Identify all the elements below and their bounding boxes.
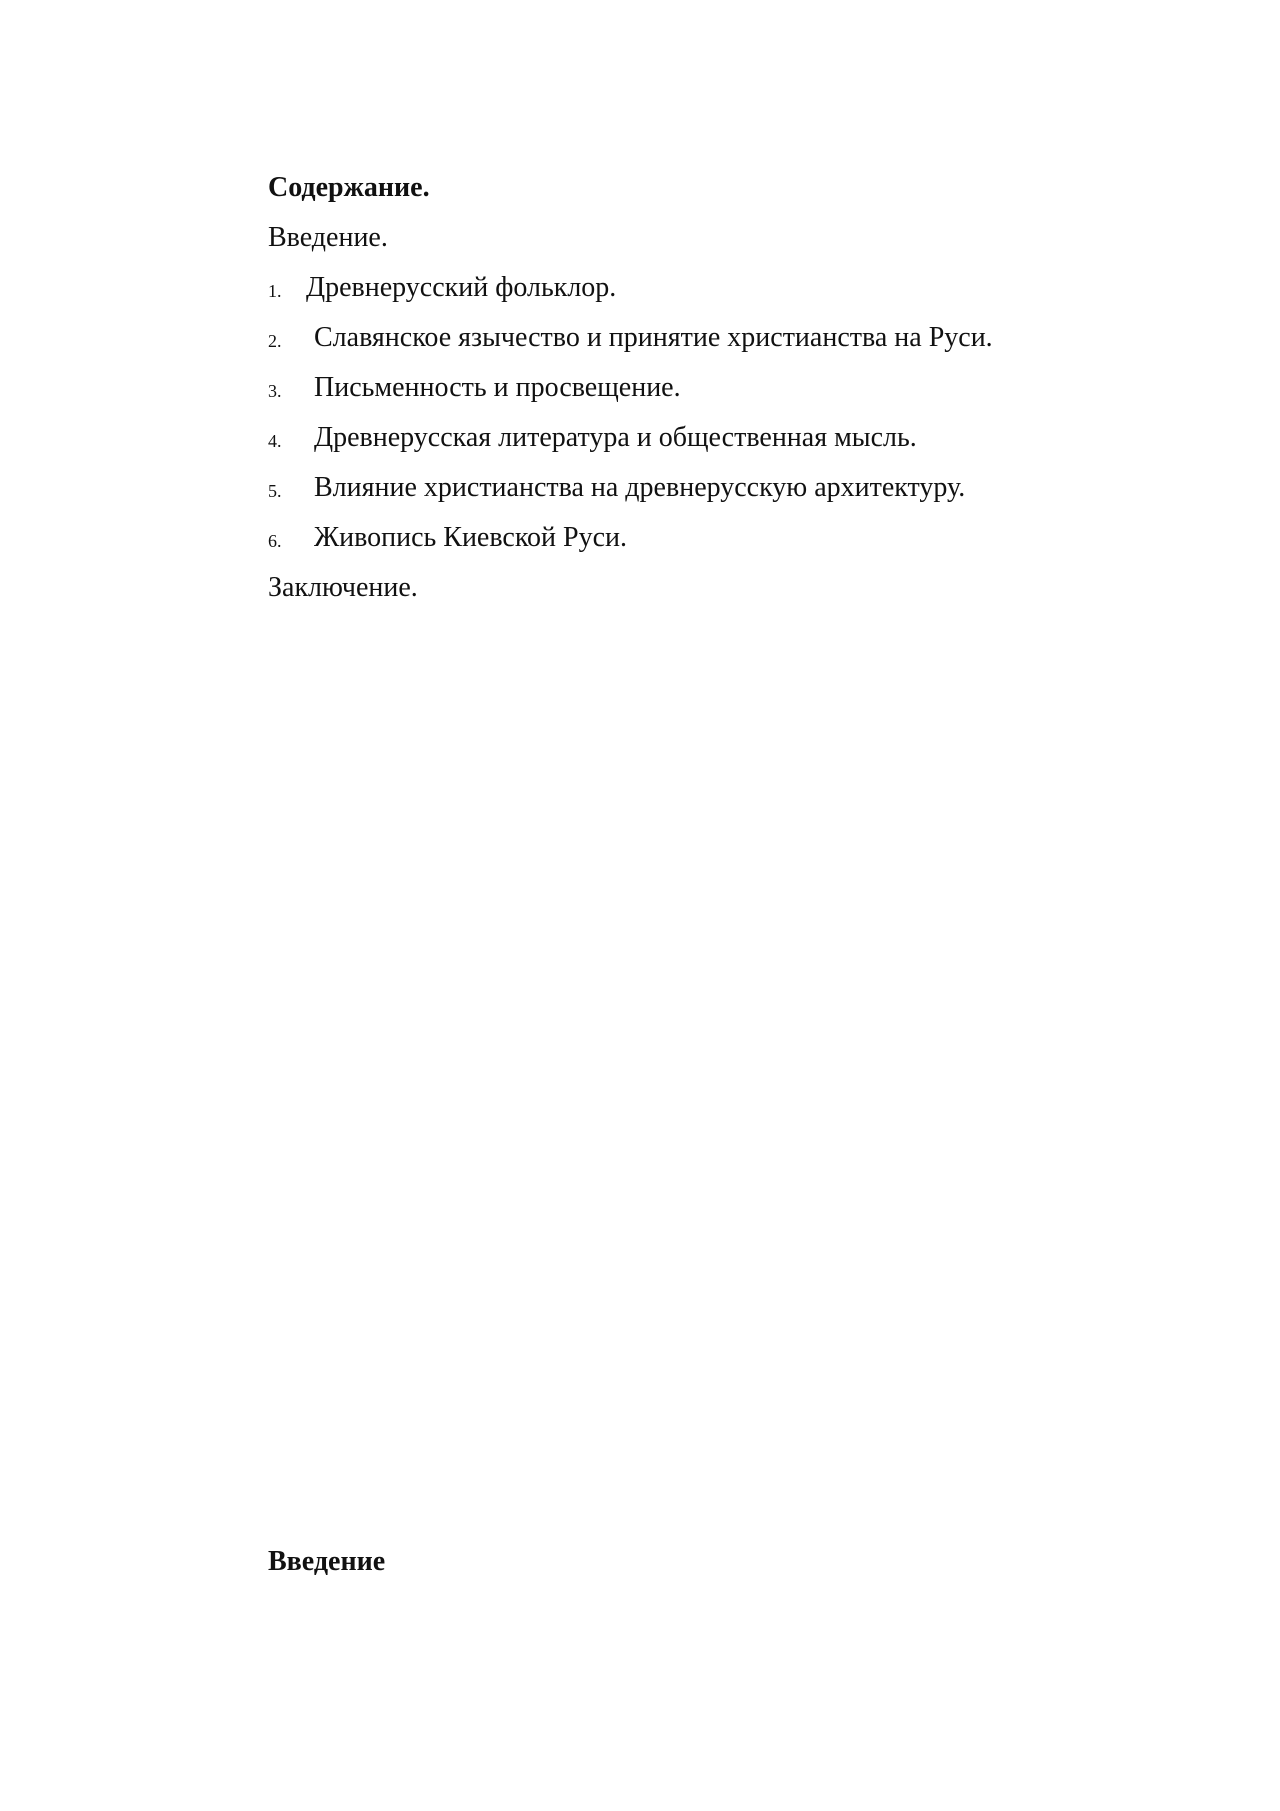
toc-list [268,268,1128,558]
toc-item-number: 1. [268,281,282,301]
toc-item-label: Древнерусский фольклор. [306,272,617,303]
table-of-contents [268,168,1128,618]
toc-item-label: Славянское язычество и принятие христианства на Руси. [314,322,993,353]
toc-item-number: 2. [268,331,282,351]
section-heading-introduction: Введение [268,1546,386,1577]
toc-conclusion-entry: Заключение. [268,572,418,603]
toc-item-label: Письменность и просвещение. [314,372,681,403]
toc-item-number: 6. [268,531,282,551]
toc-item [268,518,1128,558]
toc-item [268,368,1128,408]
toc-item [268,318,1128,358]
toc-item-label: Древнерусская литература и общественная мысль. [314,422,917,453]
toc-intro-entry: Введение. [268,222,388,253]
toc-title: Содержание. [268,172,430,203]
toc-item [268,468,1128,508]
toc-item-label: Живопись Киевской Руси. [314,522,627,553]
toc-item [268,418,1128,458]
toc-item-number: 5. [268,481,282,501]
toc-item-label: Влияние христианства на древнерусскую архитектуру. [314,472,966,503]
toc-item-number: 3. [268,381,282,401]
toc-item [268,268,1128,308]
toc-item-number: 4. [268,431,282,451]
